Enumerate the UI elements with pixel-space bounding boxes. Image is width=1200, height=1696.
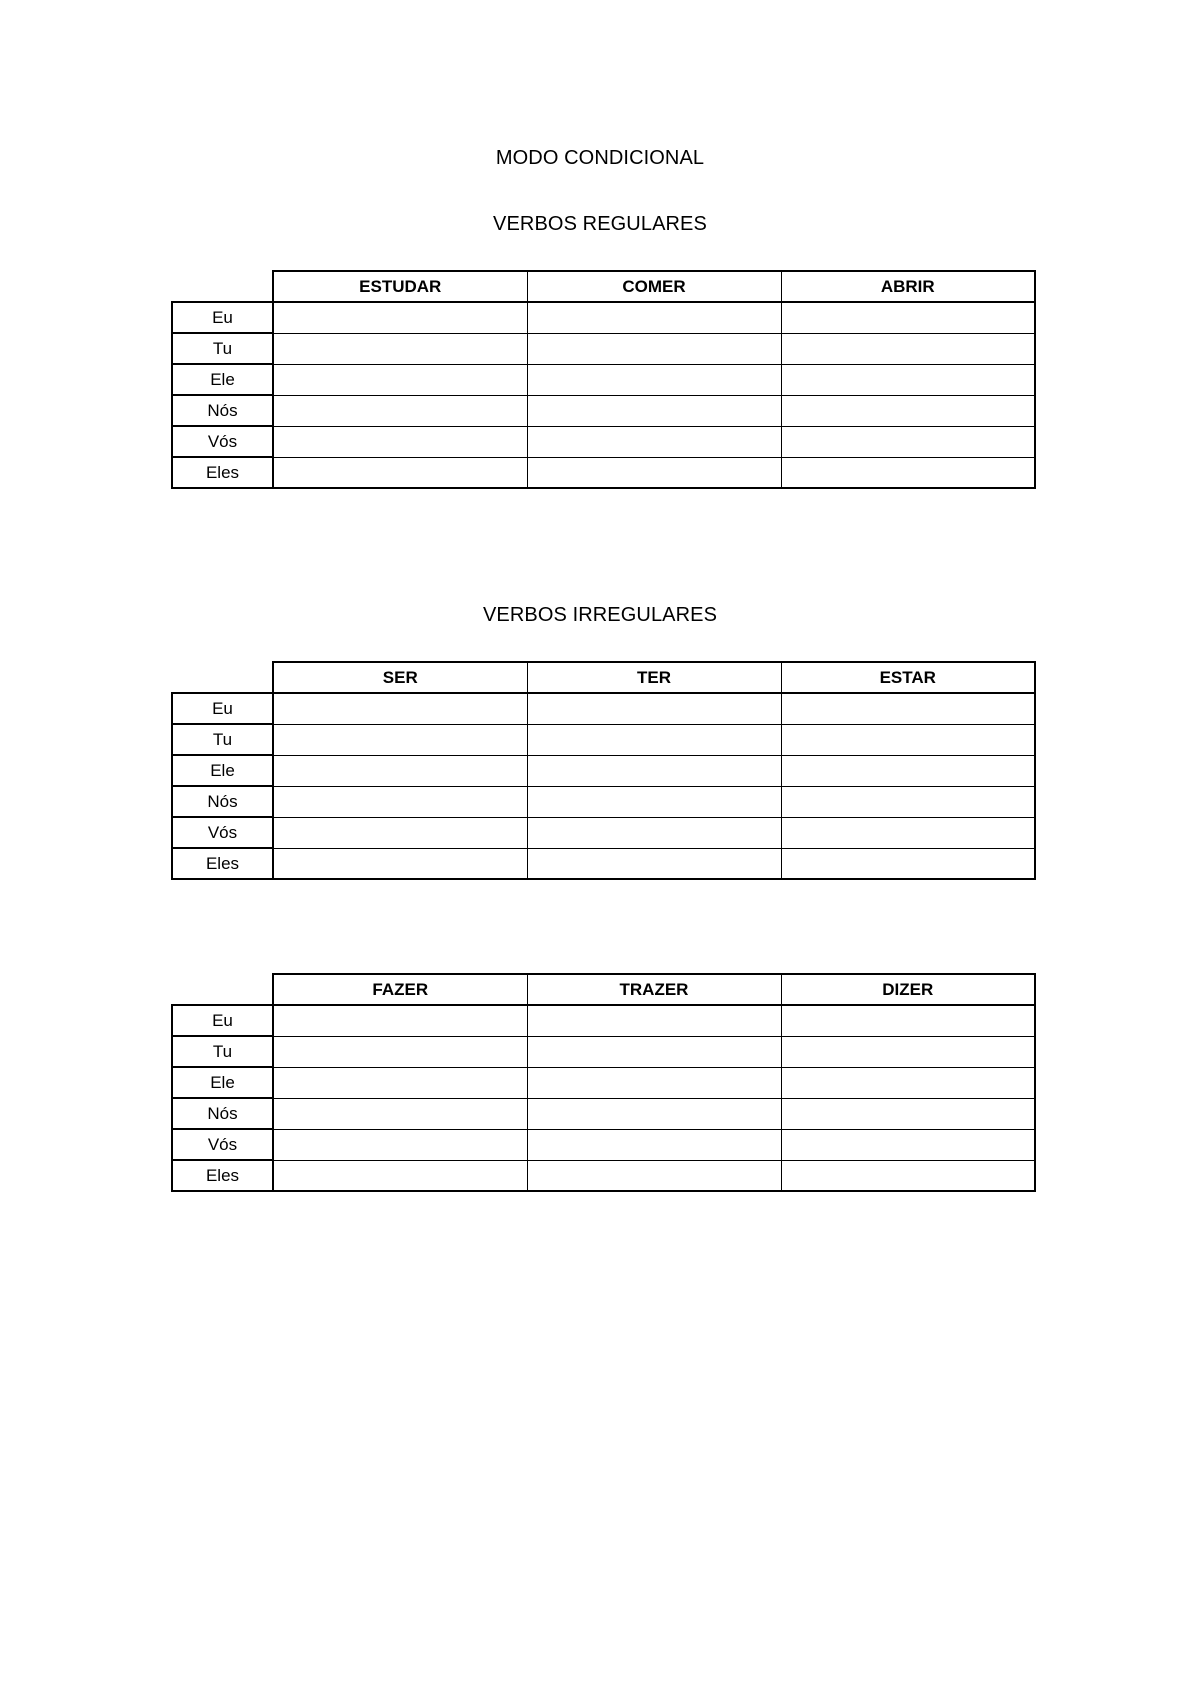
answer-cell[interactable] [527,1129,781,1160]
answer-cell[interactable] [527,693,781,724]
answer-cell[interactable] [781,302,1035,333]
pronoun-label: Eu [172,302,273,333]
table-header-row [172,662,1035,693]
pronoun-label: Eles [172,848,273,879]
table-row [172,302,1035,333]
answer-cell[interactable] [781,426,1035,457]
answer-cell[interactable] [781,1036,1035,1067]
verb-header: SER [273,662,527,693]
answer-cell[interactable] [527,1067,781,1098]
verb-header: DIZER [781,974,1035,1005]
answer-cell[interactable] [273,426,527,457]
pronoun-label: Vós [172,817,273,848]
answer-cell[interactable] [273,1129,527,1160]
pronoun-label: Ele [172,755,273,786]
answer-cell[interactable] [273,395,527,426]
answer-cell[interactable] [273,1005,527,1036]
answer-cell[interactable] [273,1160,527,1191]
conjugation-table-irregular-2 [171,973,1036,1192]
conjugation-table-regular [171,270,1036,489]
page-title: MODO CONDICIONAL [495,147,705,169]
answer-cell[interactable] [273,1036,527,1067]
answer-cell[interactable] [527,817,781,848]
answer-cell[interactable] [273,693,527,724]
answer-cell[interactable] [527,1036,781,1067]
answer-cell[interactable] [527,364,781,395]
table-row [172,426,1035,457]
answer-cell[interactable] [781,1005,1035,1036]
table-row [172,1160,1035,1191]
answer-cell[interactable] [273,1098,527,1129]
answer-cell[interactable] [781,724,1035,755]
answer-cell[interactable] [273,1067,527,1098]
table-row [172,1098,1035,1129]
table-row [172,457,1035,488]
table-header-row [172,271,1035,302]
answer-cell[interactable] [527,1098,781,1129]
pronoun-label: Nós [172,786,273,817]
answer-cell[interactable] [527,755,781,786]
verb-header: ABRIR [781,271,1035,302]
table-row [172,693,1035,724]
answer-cell[interactable] [781,1067,1035,1098]
answer-cell[interactable] [273,364,527,395]
verb-header: TER [527,662,781,693]
answer-cell[interactable] [781,333,1035,364]
table-row [172,786,1035,817]
verb-header: TRAZER [527,974,781,1005]
answer-cell[interactable] [273,724,527,755]
verb-header: COMER [527,271,781,302]
answer-cell[interactable] [273,302,527,333]
table-row [172,817,1035,848]
answer-cell[interactable] [527,302,781,333]
answer-cell[interactable] [781,1098,1035,1129]
answer-cell[interactable] [781,693,1035,724]
table-header-row [172,974,1035,1005]
verb-header: ESTUDAR [273,271,527,302]
pronoun-label: Eles [172,1160,273,1191]
pronoun-label: Eles [172,457,273,488]
answer-cell[interactable] [273,817,527,848]
answer-cell[interactable] [527,848,781,879]
table-row [172,1067,1035,1098]
answer-cell[interactable] [527,1005,781,1036]
pronoun-label: Tu [172,724,273,755]
answer-cell[interactable] [527,426,781,457]
answer-cell[interactable] [273,786,527,817]
pronoun-label: Nós [172,1098,273,1129]
answer-cell[interactable] [527,786,781,817]
corner-cell [172,271,273,302]
verb-header: ESTAR [781,662,1035,693]
corner-cell [172,974,273,1005]
table-row [172,1129,1035,1160]
table-row [172,724,1035,755]
pronoun-label: Ele [172,364,273,395]
answer-cell[interactable] [527,395,781,426]
verb-header: FAZER [273,974,527,1005]
table-row [172,364,1035,395]
pronoun-label: Vós [172,426,273,457]
table-row [172,1036,1035,1067]
section-heading-irregular: VERBOS IRREGULARES [482,604,718,626]
conjugation-table-irregular-1 [171,661,1036,880]
section-heading-regular: VERBOS REGULARES [493,213,707,235]
table-row [172,1005,1035,1036]
answer-cell[interactable] [781,364,1035,395]
answer-cell[interactable] [527,333,781,364]
pronoun-label: Vós [172,1129,273,1160]
corner-cell [172,662,273,693]
answer-cell[interactable] [527,457,781,488]
answer-cell[interactable] [781,848,1035,879]
answer-cell[interactable] [781,395,1035,426]
answer-cell[interactable] [273,755,527,786]
answer-cell[interactable] [781,1129,1035,1160]
table-row [172,333,1035,364]
answer-cell[interactable] [273,848,527,879]
pronoun-label: Ele [172,1067,273,1098]
pronoun-label: Eu [172,693,273,724]
table-row [172,848,1035,879]
table-row [172,395,1035,426]
pronoun-label: Eu [172,1005,273,1036]
answer-cell[interactable] [527,724,781,755]
pronoun-label: Tu [172,333,273,364]
table-row [172,755,1035,786]
pronoun-label: Nós [172,395,273,426]
answer-cell[interactable] [527,1160,781,1191]
answer-cell[interactable] [273,333,527,364]
answer-cell[interactable] [273,457,527,488]
answer-cell[interactable] [781,755,1035,786]
answer-cell[interactable] [781,817,1035,848]
answer-cell[interactable] [781,457,1035,488]
answer-cell[interactable] [781,786,1035,817]
answer-cell[interactable] [781,1160,1035,1191]
pronoun-label: Tu [172,1036,273,1067]
